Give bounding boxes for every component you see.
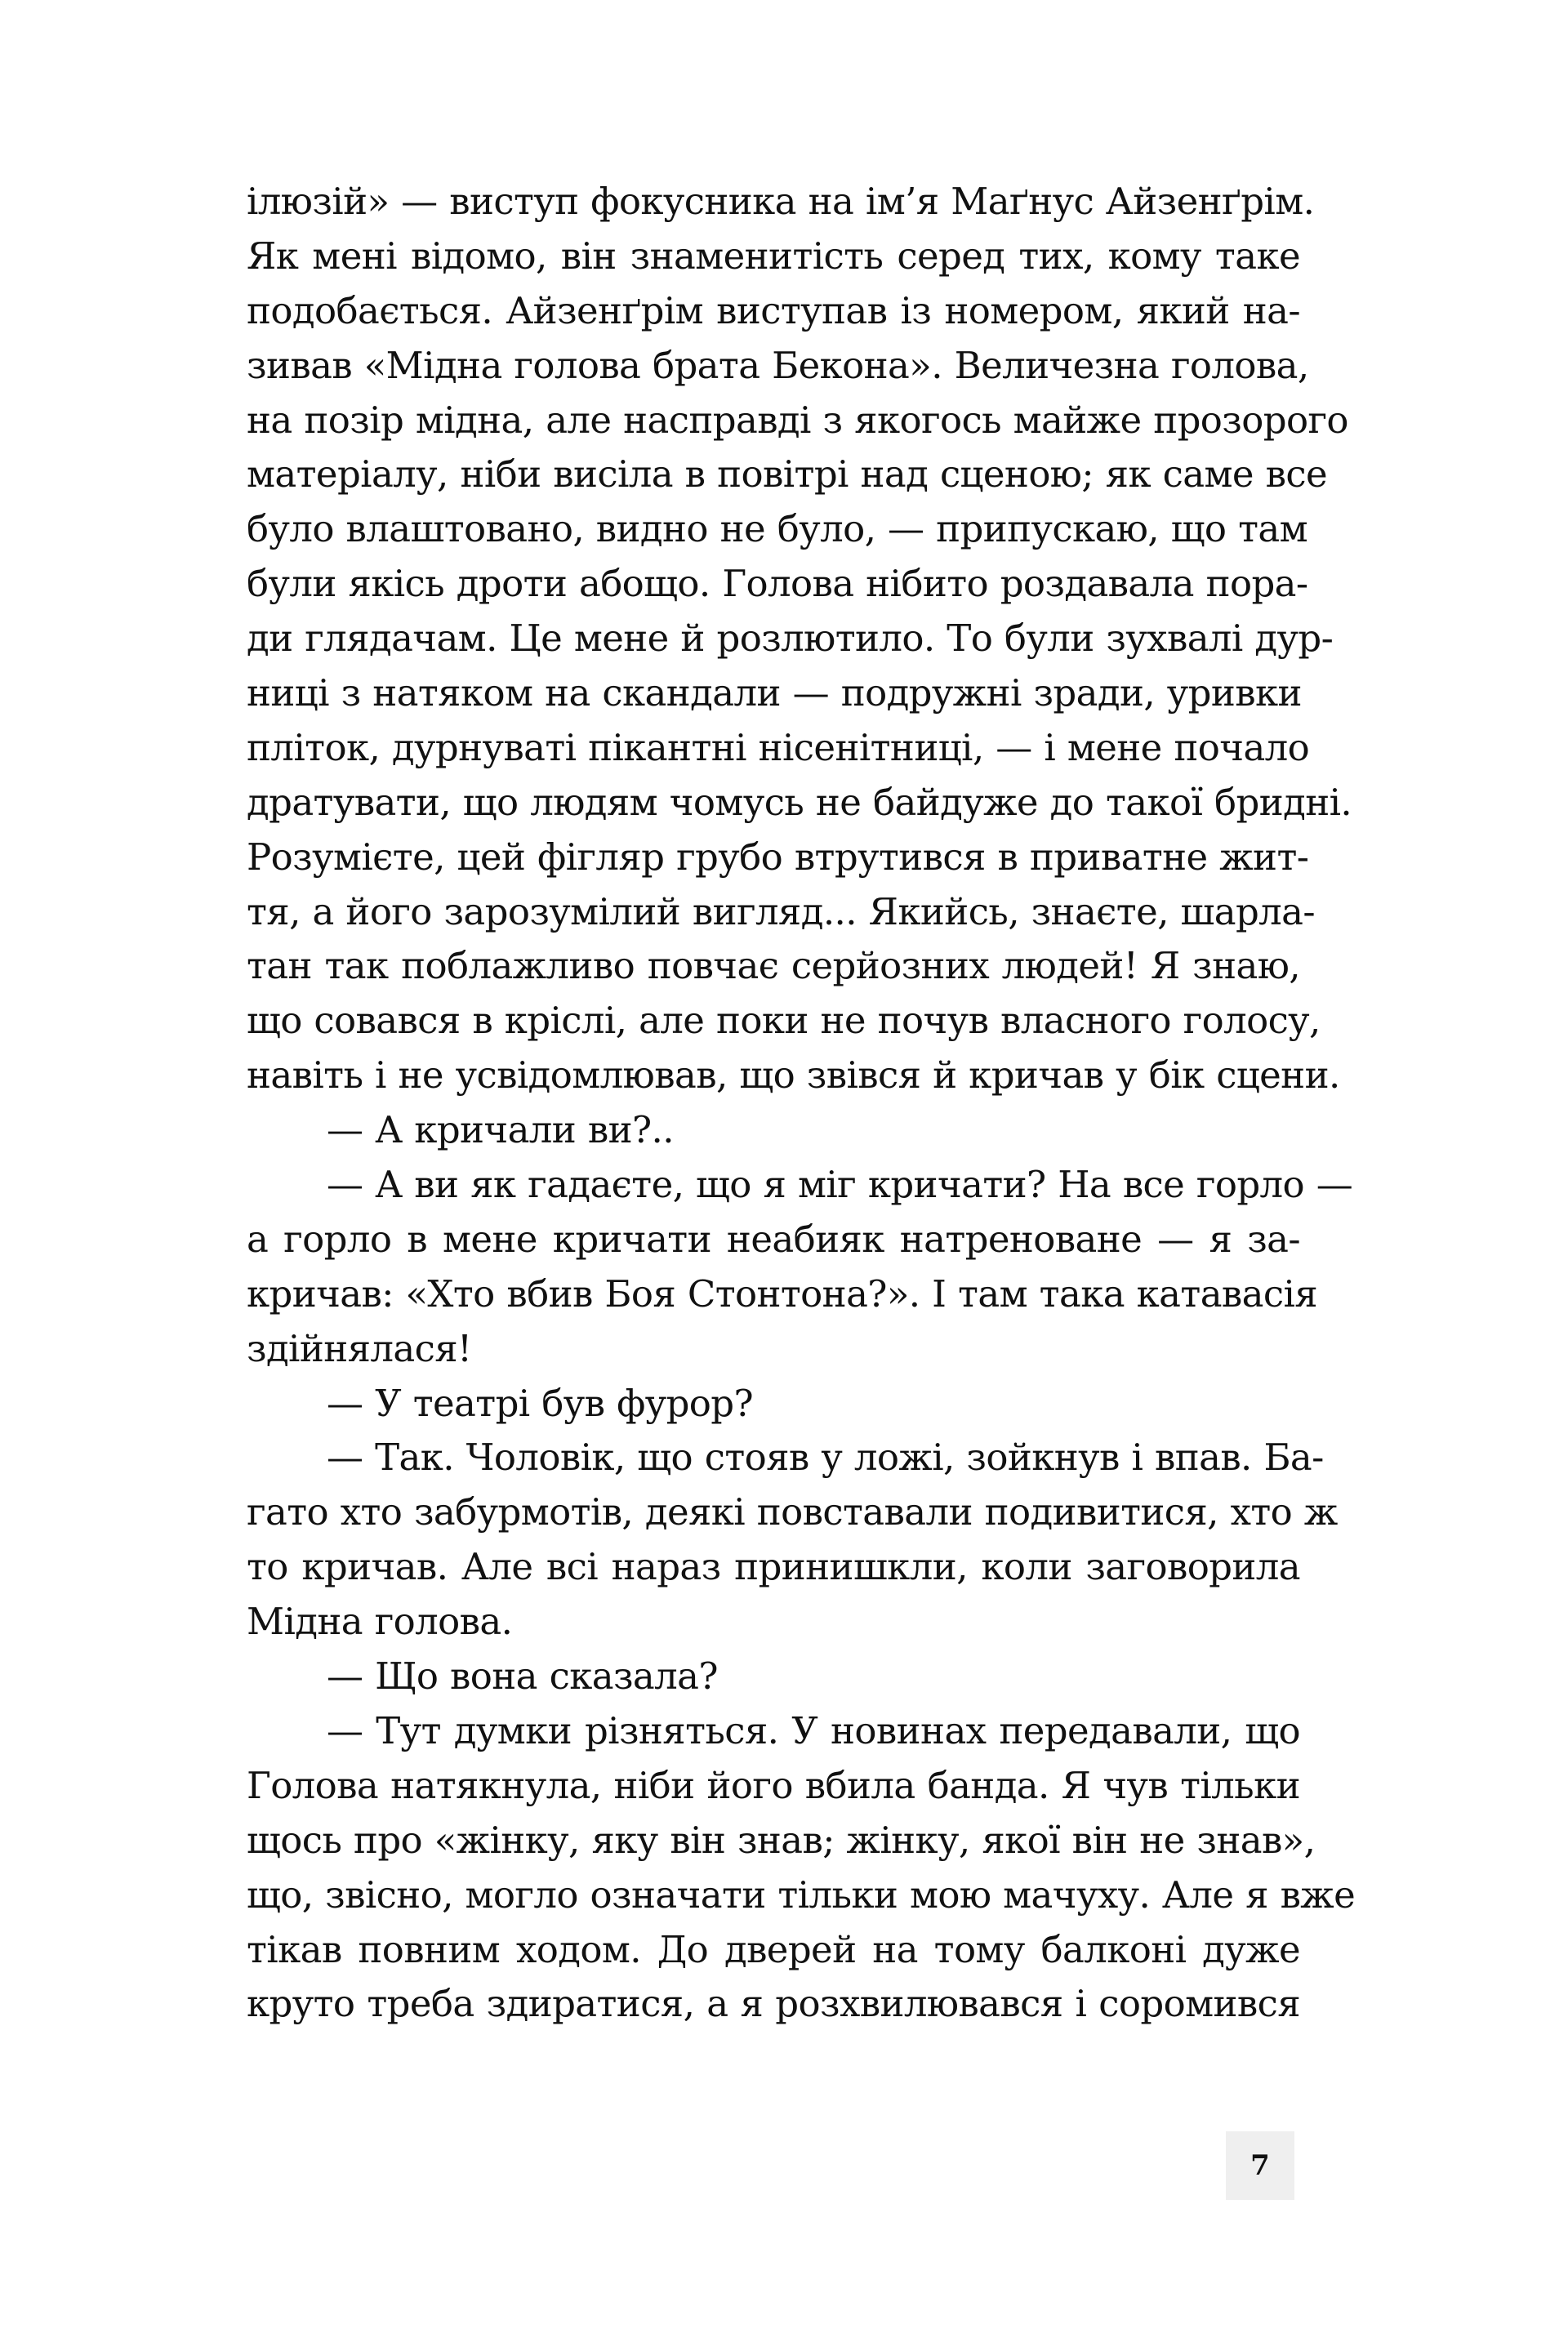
body-text	[247, 175, 1356, 2032]
text-line: тікав повним ходом. До дверей на тому балконі дуже	[247, 1927, 1300, 1971]
dialogue-line: — У театрі був фурор?	[327, 1381, 754, 1425]
text-line: матеріалу, ніби висіла в повітрі над сценою; як саме все	[247, 452, 1328, 496]
text-line: Розумієте, цей фігляр грубо втрутився в приватне жит-	[247, 835, 1309, 879]
text-line: а горло в мене кричати неабияк натреноване — я за-	[247, 1217, 1300, 1261]
text-line: ниці з натяком на скандали — подружні зради, уривки	[247, 671, 1302, 715]
page-number	[1226, 2131, 1294, 2200]
dialogue-line: — Тут думки різняться. У новинах передавали, що	[327, 1708, 1300, 1752]
text-line: пліток, дурнуваті пікантні нісенітниці, — і мене почало	[247, 725, 1310, 769]
text-line: круто треба здиратися, а я розхвилювався і соромився	[247, 1982, 1300, 2026]
dialogue-line: — Що вона сказала?	[327, 1654, 718, 1699]
text-line: Голова натякнула, ніби його вбила банда. Я чув тільки	[247, 1763, 1300, 1807]
text-line: ілюзій» — виступ фокусника на ім’я Маґнус Айзенґрім.	[247, 180, 1315, 223]
text-line: щось про «жінку, яку він знав; жінку, якої він не знав»,	[247, 1818, 1316, 1862]
dialogue-line: — А ви як гадаєте, що я міг кричати? На все горло —	[327, 1163, 1353, 1207]
text-line: на позір мідна, але насправді з якогось майже прозорого	[247, 398, 1348, 442]
text-line: ди глядачам. Це мене й розлютило. То були зухвалі дур-	[247, 617, 1334, 661]
text-line: зивав «Мідна голова брата Бекона». Величезна голова,	[247, 343, 1309, 387]
text-line: було влаштовано, видно не було, — припускаю, що там	[247, 507, 1308, 551]
text-line: здійнялася!	[247, 1326, 472, 1370]
text-line: кричав: «Хто вбив Боя Стонтона?». І там така катавасія	[247, 1271, 1318, 1316]
dialogue-line: — Так. Чоловік, що стояв у ложі, зойкнув і впав. Ба-	[327, 1436, 1324, 1480]
text-line: тан так поблажливо повчає серйозних людей! Я знаю,	[247, 944, 1300, 988]
text-line: гато хто забурмотів, деякі повставали подивитися, хто ж	[247, 1490, 1338, 1534]
page-number-label: 7	[1250, 2149, 1270, 2182]
text-line: подобається. Айзенґрім виступав із номером, який на-	[247, 288, 1300, 332]
text-line: Мідна голова.	[247, 1600, 513, 1644]
text-line: були якісь дроти абощо. Голова нібито роздавала пора-	[247, 562, 1308, 606]
text-line: що, звісно, могло означати тільки мою мачуху. Але я вже	[247, 1872, 1356, 1917]
text-line: що совався в кріслі, але поки не почув власного голосу,	[247, 999, 1321, 1043]
text-line: тя, а його зарозумілий вигляд... Якийсь, знаєте, шарла-	[247, 889, 1316, 933]
text-line: дратувати, що людям чомусь не байдуже до такої бридні.	[247, 780, 1352, 824]
text-line: то кричав. Але всі нараз принишкли, коли заговорила	[247, 1545, 1300, 1589]
text-line: навіть і не усвідомлював, що звівся й кричав у бік сцени.	[247, 1053, 1340, 1098]
text-line: Як мені відомо, він знаменитість серед тих, кому таке	[247, 234, 1300, 278]
dialogue-line: — А кричали ви?..	[327, 1108, 674, 1152]
